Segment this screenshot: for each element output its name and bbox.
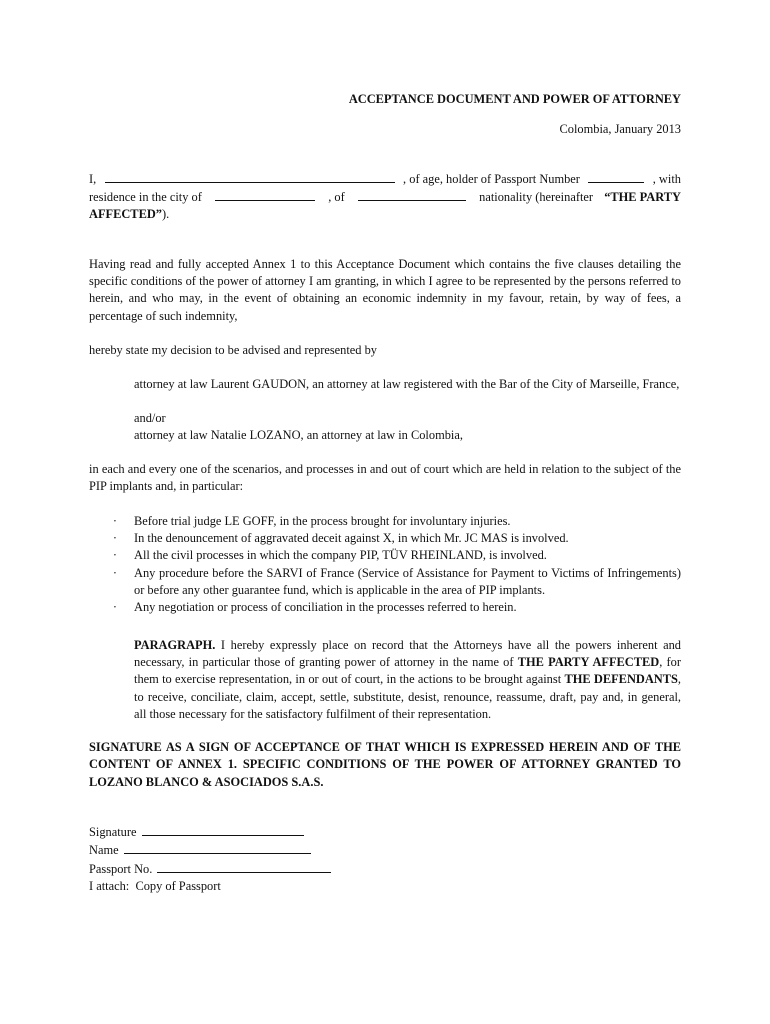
attorney-second: attorney at law Natalie LOZANO, an attorney at law in Colombia,	[134, 428, 463, 442]
process-list	[110, 513, 681, 616]
city-blank[interactable]	[215, 188, 315, 201]
scenarios-paragraph: in each and every one of the scenarios, and processes in and out of court which are held in relation to the subject of the PIP implants and, in particular:	[89, 462, 681, 494]
name-field[interactable]	[124, 841, 311, 854]
attach-label: I attach: Copy of Passport	[89, 879, 221, 894]
bullet-icon: ·	[112, 565, 118, 580]
bullet-icon: ·	[112, 600, 118, 615]
intro-paragraph	[89, 170, 681, 224]
list-item: · In the denouncement of aggravated deceit against X, in which Mr. JC MAS is involved.	[110, 530, 681, 547]
signature-heading: SIGNATURE AS A SIGN OF ACCEPTANCE OF THAT WHICH IS EXPRESSED HEREIN AND OF THE CONTENT OF ANNEX 1. SPECIFIC CONDITIONS OF THE POWER OF ATTORNEY GRANTED TO LOZANO BLANCO & ASOCIADOS S.A.S.	[89, 740, 681, 789]
document-title: ACCEPTANCE DOCUMENT AND POWER OF ATTORNEY	[348, 92, 681, 106]
nationality-blank[interactable]	[358, 188, 466, 201]
list-item: · Before trial judge LE GOFF, in the process brought for involuntary injuries.	[110, 513, 681, 530]
document-date: Colombia, January 2013	[559, 122, 681, 136]
paragraph-label: PARAGRAPH.	[134, 638, 216, 652]
passport-field[interactable]	[157, 860, 331, 873]
paragraph-clause: PARAGRAPH. I hereby expressly place on record that the Attorneys have all the powers inherent and necessary, in particular those of granting power of attorney in the name of THE PARTY AFFECTED, for them to exercise representation, in or out of court, in the actions to be brought against THE DEFENDANTS, to receive, conciliate, claim, accept, settle, substitute, desist, renounce, reassume, draft, pay and, in general, all those necessary for the satisfactory fulfilment of their representation.	[134, 638, 681, 721]
signature-label: Signature	[89, 825, 137, 839]
intro-nationality: nationality (hereinafter	[479, 190, 594, 205]
intro-residence: residence in the city of	[89, 190, 202, 205]
list-item: · Any negotiation or process of conciliation in the processes referred to herein.	[110, 599, 681, 616]
signature-field[interactable]	[142, 823, 304, 836]
bullet-icon: ·	[112, 531, 118, 546]
passport-label: Passport No.	[89, 861, 153, 876]
intro-party-quote-part1: “THE PARTY	[604, 190, 681, 205]
signature-block	[89, 823, 333, 896]
intro-of: , of	[328, 190, 345, 205]
bullet-icon: ·	[112, 514, 118, 528]
party-affected-term: THE PARTY AFFECTED	[517, 655, 660, 670]
decision-paragraph: hereby state my decision to be advised and represented by	[89, 343, 377, 357]
list-item: · All the civil processes in which the company PIP, TÜV RHEINLAND, is involved.	[110, 547, 681, 564]
intro-with: , with	[652, 172, 681, 186]
list-item: · Any procedure before the SARVI of France (Service of Assistance for Payment to Victims of Infringements) or before any other guarantee fund, which is applicable in the area of PIP implants.	[110, 565, 681, 599]
intro-party-quote-part2: AFFECTED”	[89, 207, 162, 222]
intro-i: I,	[89, 172, 97, 186]
passport-number-blank[interactable]	[588, 170, 644, 183]
attorney-first: attorney at law Laurent GAUDON, an attorney at law registered with the Bar of the City of Marseille, France,	[134, 377, 680, 391]
defendants-term: THE DEFENDANTS	[564, 672, 678, 687]
attorney-andor: and/or	[134, 411, 166, 425]
intro-end: ).	[161, 207, 170, 222]
intro-age-text: , of age, holder of Passport Number	[403, 172, 580, 186]
bullet-icon: ·	[112, 548, 118, 563]
acceptance-paragraph: Having read and fully accepted Annex 1 to this Acceptance Document which contains the five clauses detailing the specific conditions of the power of attorney I am granting, in which I agree to be represented by the persons referred to herein, and who may, in the event of obtaining an economic indemnity in my favour, retain, by way of fees, a percentage of such indemnity,	[89, 257, 681, 323]
name-label: Name	[89, 843, 119, 858]
full-name-blank[interactable]	[105, 170, 395, 183]
